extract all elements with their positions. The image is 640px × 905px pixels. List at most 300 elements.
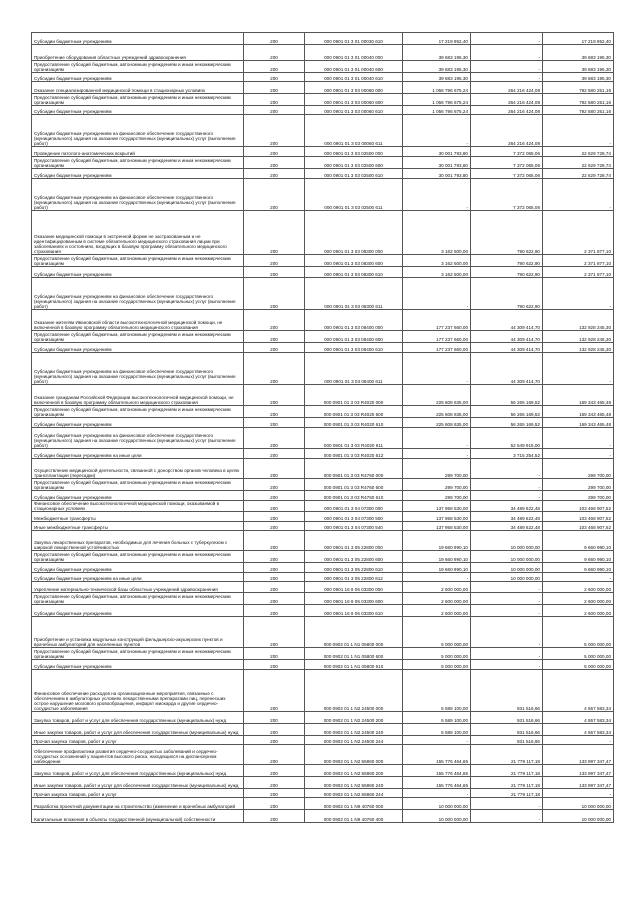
cell-c: 133 997 347,47: [543, 765, 614, 777]
cell-kv: 200: [244, 115, 305, 147]
cell-name: Субсидии бюджетным учреждениям на финансовое обеспечение государственного (муниципального) задания на оказание государственных (муниципальных) услуг (выполнение работ): [32, 428, 244, 449]
cell-code: 000 0902 01 1 N9 40760 000: [305, 798, 403, 810]
cell-code: 000 0901 16 9 06 03300 600: [305, 593, 403, 605]
cell-a: -: [403, 179, 471, 211]
table-row: [32, 255, 614, 267]
cell-b: -: [471, 810, 543, 823]
cell-kv: 200: [244, 211, 305, 255]
cell-b: 264 216 424,08: [471, 94, 543, 106]
cell-c: 792 580 251,16: [543, 106, 614, 115]
cell-kv: 200: [244, 267, 305, 278]
cell-c: 10 000 000,00: [543, 810, 614, 823]
cell-kv: 200: [244, 73, 305, 82]
cell-c: -: [543, 278, 614, 310]
cell-name: Предоставление субсидий бюджетным, автономным учреждениям и иным некоммерческим организациям: [32, 61, 244, 73]
cell-code: 000 0901 01 3 01 00040 610: [305, 73, 403, 82]
cell-b: 44 309 414,70: [471, 331, 543, 343]
table-row: [32, 94, 614, 106]
cell-c: -: [543, 736, 614, 745]
cell-code: 000 0901 01 3 03 R4020 000: [305, 385, 403, 406]
cell-kv: 200: [244, 179, 305, 211]
cell-c: 2 600 000,00: [543, 605, 614, 617]
table-row: [32, 573, 614, 582]
cell-b: 56 265 169,52: [471, 418, 543, 428]
table-row: [32, 491, 614, 501]
cell-name: Предоставление субсидий бюджетным, автономным учреждениям и иным некоммерческим организациям: [32, 255, 244, 267]
cell-name: Субсидии бюджетным учреждениям: [32, 491, 244, 501]
cell-kv: 200: [244, 147, 305, 157]
cell-a: 5 589 100,00: [403, 670, 471, 712]
cell-a: 1 056 796 675,24: [403, 82, 471, 94]
table-row: [32, 353, 614, 385]
cell-b: 264 216 424,08: [471, 106, 543, 115]
cell-code: 000 0901 01 3 01 00040 600: [305, 61, 403, 73]
cell-a: 137 958 530,00: [403, 522, 471, 531]
table-row: [32, 385, 614, 406]
cell-name: Субсидии бюджетным учреждениям: [32, 73, 244, 82]
cell-kv: 200: [244, 551, 305, 563]
cell-a: -: [403, 115, 471, 147]
cell-kv: 200: [244, 343, 305, 353]
cell-a: 39 683 195,30: [403, 45, 471, 61]
cell-name: Субсидии бюджетным учреждениям на финансовое обеспечение государственного (муниципального) задания на оказание государственных (муниципальных) услуг (выполнение работ): [32, 353, 244, 385]
cell-name: Оказание жителям Ивановской области высокотехнологичной медицинской помощи, не включенной в базовую программу обязательного медицинского страхования: [32, 310, 244, 331]
table-row: [32, 418, 614, 428]
table-row: [32, 33, 614, 45]
cell-c: 2 600 000,00: [543, 593, 614, 605]
cell-a: 299 700,00: [403, 459, 471, 479]
cell-name: Субсидии бюджетным учреждениям: [32, 563, 244, 573]
table-row: [32, 551, 614, 563]
table-row: [32, 512, 614, 522]
cell-code: 000 0901 01 3 05 22800 610: [305, 563, 403, 573]
cell-b: 7 372 065,06: [471, 157, 543, 169]
cell-a: 5 589 100,00: [403, 712, 471, 724]
cell-code: 000 0901 01 3 03 R4760 610: [305, 491, 403, 501]
table-body: [32, 33, 614, 823]
table-row: [32, 449, 614, 459]
cell-b: 10 000 000,00: [471, 563, 543, 573]
cell-b: -: [471, 33, 543, 45]
table-row: [32, 712, 614, 724]
budget-execution-table: [31, 32, 614, 823]
cell-code: 000 0902 01 1 N2 24500 240: [305, 724, 403, 736]
cell-c: 169 343 465,48: [543, 418, 614, 428]
cell-c: 9 660 990,10: [543, 563, 614, 573]
cell-b: -: [471, 479, 543, 491]
cell-kv: 200: [244, 61, 305, 73]
table-row: [32, 522, 614, 531]
cell-code: 000 0902 01 1 N2 55860 244: [305, 789, 403, 798]
cell-a: 39 683 195,30: [403, 73, 471, 82]
cell-code: 000 0902 01 1 N2 24500 200: [305, 712, 403, 724]
cell-b: 931 516,66: [471, 712, 543, 724]
cell-c: 4 657 583,34: [543, 670, 614, 712]
cell-c: 5 000 000,00: [543, 617, 614, 648]
cell-name: Разработка проектной документации на строительство (изменение и врачебных амбулаторий: [32, 798, 244, 810]
cell-b: 264 216 424,08: [471, 82, 543, 94]
cell-name: Приобретение и установка модульных конструкций фельдшерско-акушерских пунктов и врачебных амбулаторий для населенных пунктов: [32, 617, 244, 648]
table-row: [32, 582, 614, 593]
cell-code: 000 0901 01 3 05 22800 000: [305, 531, 403, 551]
cell-code: 000 0902 01 1 N2 55860 240: [305, 777, 403, 789]
table-row: [32, 343, 614, 353]
cell-c: 103 468 907,52: [543, 512, 614, 522]
cell-c: 132 928 245,30: [543, 331, 614, 343]
cell-code: 000 0901 01 3 03 08300 610: [305, 267, 403, 278]
cell-name: Межбюджетные трансферты: [32, 512, 244, 522]
cell-kv: 200: [244, 724, 305, 736]
cell-kv: 200: [244, 810, 305, 823]
cell-a: 19 660 990,10: [403, 563, 471, 573]
cell-kv: 200: [244, 712, 305, 724]
cell-name: Оказание медицинской помощи в экстренной форме не застрахованным и не идентифицированным в системе обязательного медицинского страхования лицам при заболеваниях и состояниях, входящих в базовую программу обязательного медицинского страхования: [32, 211, 244, 255]
cell-a: 19 660 990,10: [403, 531, 471, 551]
cell-name: Предоставление субсидий бюджетным, автономным учреждениям и иным некоммерческим организациям: [32, 479, 244, 491]
table-row: [32, 648, 614, 660]
cell-name: Предоставление субсидий бюджетным, автономным учреждениям и иным некоммерческим организациям: [32, 406, 244, 418]
cell-kv: 200: [244, 45, 305, 61]
cell-b: -: [471, 73, 543, 82]
cell-code: 000 0902 01 1 N1 05800 610: [305, 660, 403, 670]
cell-code: 000 0901 01 3 03 R4760 000: [305, 459, 403, 479]
cell-kv: 200: [244, 310, 305, 331]
cell-kv: 200: [244, 255, 305, 267]
cell-c: 2 371 877,10: [543, 267, 614, 278]
cell-c: 22 629 728,74: [543, 147, 614, 157]
cell-name: Закупка товаров, работ и услуг для обеспечения государственных (муниципальных) нужд: [32, 765, 244, 777]
cell-name: Субсидии бюджетным учреждениям на финансовое обеспечение государственного (муниципального) задания на оказание государственных (муниципальных) услуг (выполнение работ): [32, 179, 244, 211]
cell-c: 132 928 245,30: [543, 343, 614, 353]
cell-kv: 200: [244, 94, 305, 106]
cell-c: 10 000 000,00: [543, 798, 614, 810]
cell-b: 790 622,90: [471, 255, 543, 267]
cell-a: 177 237 660,00: [403, 331, 471, 343]
cell-b: 21 779 117,18: [471, 789, 543, 798]
cell-a: 177 237 660,00: [403, 310, 471, 331]
cell-kv: 200: [244, 459, 305, 479]
cell-b: 790 622,90: [471, 211, 543, 255]
cell-kv: 200: [244, 479, 305, 491]
cell-name: Обеспечение профилактики развития сердечно-сосудистых заболеваний и сердечно-сосудистых осложнений у пациентов высокого риска, находящихся на диспансерном наблюдении: [32, 745, 244, 765]
cell-code: 000 0901 01 3 04 07300 540: [305, 522, 403, 531]
cell-b: -: [471, 617, 543, 648]
cell-c: 22 629 728,74: [543, 157, 614, 169]
cell-c: -: [543, 449, 614, 459]
cell-a: 2 600 000,00: [403, 593, 471, 605]
cell-name: Субсидии бюджетным учреждениям: [32, 343, 244, 353]
cell-a: 30 001 793,80: [403, 147, 471, 157]
cell-kv: 200: [244, 582, 305, 593]
cell-code: 000 0902 01 1 N2 24500 244: [305, 736, 403, 745]
cell-kv: 200: [244, 278, 305, 310]
table-row: [32, 777, 614, 789]
cell-c: 5 000 000,00: [543, 660, 614, 670]
cell-code: 000 0901 01 3 04 07300 500: [305, 512, 403, 522]
cell-a: 137 958 530,00: [403, 512, 471, 522]
cell-c: 17 219 952,40: [543, 33, 614, 45]
cell-a: -: [403, 789, 471, 798]
cell-kv: 200: [244, 428, 305, 449]
cell-name: Иные закупки товаров, работ и услуг для обеспечения государственных (муниципальных) нужд: [32, 724, 244, 736]
cell-name: Оказание специализированной медицинской помощи в стационарных условиях: [32, 82, 244, 94]
cell-name: Финансовое обеспечение высокотехнологичной медицинской помощи, оказываемой в стационарных условиях: [32, 501, 244, 512]
cell-a: 155 776 464,65: [403, 777, 471, 789]
cell-kv: 200: [244, 522, 305, 531]
cell-code: 000 0901 01 3 03 R4020 612: [305, 449, 403, 459]
table-row: [32, 593, 614, 605]
cell-kv: 200: [244, 331, 305, 343]
cell-code: 000 0902 01 1 N1 05800 600: [305, 648, 403, 660]
cell-code: 000 0902 01 1 N9 40760 400: [305, 810, 403, 823]
cell-code: 000 0901 16 9 06 03300 610: [305, 605, 403, 617]
cell-a: 3 162 500,00: [403, 211, 471, 255]
cell-b: 931 516,66: [471, 670, 543, 712]
cell-a: 225 608 635,00: [403, 385, 471, 406]
cell-c: -: [543, 573, 614, 582]
cell-c: 22 629 728,74: [543, 169, 614, 179]
cell-b: 21 779 117,18: [471, 745, 543, 765]
cell-name: Предоставление субсидий бюджетным, автономным учреждениям и иным некоммерческим организациям: [32, 157, 244, 169]
table-row: [32, 765, 614, 777]
table-row: [32, 82, 614, 94]
cell-a: 5 000 000,00: [403, 660, 471, 670]
cell-a: 5 000 000,00: [403, 648, 471, 660]
cell-b: 790 622,90: [471, 267, 543, 278]
table-row: [32, 169, 614, 179]
cell-name: Предоставление субсидий бюджетным, автономным учреждениям и иным некоммерческим организациям: [32, 551, 244, 563]
cell-code: 000 0901 01 3 04 07300 000: [305, 501, 403, 512]
cell-c: 169 343 465,48: [543, 406, 614, 418]
cell-kv: 200: [244, 765, 305, 777]
cell-c: 103 468 907,52: [543, 501, 614, 512]
cell-b: 34 489 622,48: [471, 501, 543, 512]
cell-c: 299 700,00: [543, 459, 614, 479]
cell-code: 000 0901 16 9 06 03300 000: [305, 582, 403, 593]
cell-code: 000 0901 01 3 01 00030 610: [305, 33, 403, 45]
cell-name: Приобретение оборудования областных учреждений здравоохранения: [32, 45, 244, 61]
cell-kv: 200: [244, 169, 305, 179]
cell-code: 000 0901 01 3 03 02500 611: [305, 179, 403, 211]
table-row: [32, 605, 614, 617]
table-row: [32, 501, 614, 512]
table-row: [32, 61, 614, 73]
cell-kv: 200: [244, 573, 305, 582]
cell-name: Субсидии бюджетным учреждениям: [32, 106, 244, 115]
cell-c: 39 683 195,30: [543, 73, 614, 82]
cell-name: Предоставление субсидий бюджетным, автономным учреждениям и иным некоммерческим организациям: [32, 593, 244, 605]
cell-code: 000 0901 01 3 03 R4760 600: [305, 479, 403, 491]
cell-a: 17 219 952,40: [403, 33, 471, 45]
cell-a: 5 000 000,00: [403, 617, 471, 648]
cell-a: 299 700,00: [403, 491, 471, 501]
cell-name: Субсидии бюджетным учреждениям: [32, 605, 244, 617]
table-row: [32, 736, 614, 745]
cell-a: 39 683 195,30: [403, 61, 471, 73]
cell-b: 7 372 065,06: [471, 169, 543, 179]
cell-kv: 200: [244, 736, 305, 745]
cell-name: Прочая закупка товаров, работ и услуг: [32, 736, 244, 745]
cell-b: 7 372 065,06: [471, 147, 543, 157]
cell-b: 34 489 622,48: [471, 512, 543, 522]
cell-a: 225 608 635,00: [403, 418, 471, 428]
cell-code: 000 0902 01 1 N2 55860 000: [305, 745, 403, 765]
table-row: [32, 563, 614, 573]
cell-a: 225 608 635,00: [403, 406, 471, 418]
table-row: [32, 428, 614, 449]
cell-kv: 200: [244, 777, 305, 789]
cell-name: Иные межбюджетные трансферты: [32, 522, 244, 531]
cell-b: 56 265 169,52: [471, 406, 543, 418]
cell-kv: 200: [244, 531, 305, 551]
cell-code: 000 0901 01 3 03 02500 000: [305, 147, 403, 157]
cell-kv: 200: [244, 33, 305, 45]
cell-a: -: [403, 353, 471, 385]
cell-kv: 200: [244, 660, 305, 670]
cell-name: Субсидии бюджетным учреждениям: [32, 169, 244, 179]
cell-kv: 200: [244, 157, 305, 169]
cell-kv: 200: [244, 563, 305, 573]
cell-kv: 200: [244, 670, 305, 712]
table-row: [32, 310, 614, 331]
cell-c: -: [543, 789, 614, 798]
cell-kv: 200: [244, 512, 305, 522]
cell-kv: 200: [244, 449, 305, 459]
cell-name: Финансовое обеспечение расходов на организационные мероприятия, связанные с обеспечением в амбулаторных условиях лекарственными препаратами лиц, перенесших острое нарушение мозгового кровообращения, инфаркт миокарда и другие сердечно-сосудистые заболевания: [32, 670, 244, 712]
cell-c: -: [543, 115, 614, 147]
table-row: [32, 670, 614, 712]
cell-c: -: [543, 428, 614, 449]
cell-c: 4 657 583,34: [543, 724, 614, 736]
cell-code: 000 0902 01 1 N2 24500 000: [305, 670, 403, 712]
cell-name: Предоставление субсидий бюджетным, автономным учреждениям и иным некоммерческим организациям: [32, 648, 244, 660]
table-row: [32, 106, 614, 115]
cell-code: 000 0901 01 3 03 R4020 600: [305, 406, 403, 418]
cell-a: 3 162 500,00: [403, 267, 471, 278]
cell-b: -: [471, 660, 543, 670]
table-row: [32, 660, 614, 670]
cell-a: 5 589 100,00: [403, 724, 471, 736]
cell-b: 56 265 169,52: [471, 385, 543, 406]
cell-c: 792 580 251,16: [543, 94, 614, 106]
table-row: [32, 531, 614, 551]
table-row: [32, 406, 614, 418]
cell-b: 44 309 414,70: [471, 353, 543, 385]
cell-b: 10 000 000,00: [471, 531, 543, 551]
table-row: [32, 211, 614, 255]
cell-c: 133 997 347,47: [543, 777, 614, 789]
cell-code: 000 0901 01 3 03 08300 600: [305, 255, 403, 267]
cell-b: 44 309 414,70: [471, 343, 543, 353]
cell-code: 000 0901 01 3 05 22800 612: [305, 573, 403, 582]
table-row: [32, 459, 614, 479]
table-row: [32, 278, 614, 310]
cell-b: 10 000 000,00: [471, 573, 543, 582]
table-row: [32, 147, 614, 157]
table-row: [32, 267, 614, 278]
table-row: [32, 810, 614, 823]
cell-b: -: [471, 61, 543, 73]
cell-name: Прочая закупка товаров, работ и услуг: [32, 789, 244, 798]
cell-code: 000 0901 01 3 03 00060 600: [305, 94, 403, 106]
cell-code: 000 0902 01 1 N1 05800 000: [305, 617, 403, 648]
cell-name: Предоставление субсидий бюджетным, автономным учреждениям и иным некоммерческим организациям: [32, 94, 244, 106]
cell-name: Субсидии бюджетным учреждениям: [32, 267, 244, 278]
cell-a: -: [403, 428, 471, 449]
cell-b: -: [471, 648, 543, 660]
cell-a: 3 162 500,00: [403, 255, 471, 267]
cell-c: -: [543, 353, 614, 385]
cell-code: 000 0901 01 3 03 R4020 610: [305, 418, 403, 428]
cell-code: 000 0901 01 3 03 00060 000: [305, 82, 403, 94]
table-row: [32, 331, 614, 343]
cell-b: -: [471, 45, 543, 61]
table-row: [32, 745, 614, 765]
cell-b: 34 489 622,48: [471, 522, 543, 531]
cell-code: 000 0901 01 3 03 02500 600: [305, 157, 403, 169]
table-row: [32, 789, 614, 798]
cell-kv: 200: [244, 82, 305, 94]
cell-name: Субсидии бюджетным учреждениям на финансовое обеспечение государственного (муниципального) задания на оказание государственных (муниципальных) услуг (выполнение работ): [32, 278, 244, 310]
cell-a: 1 056 796 675,24: [403, 106, 471, 115]
cell-a: 10 000 000,00: [403, 798, 471, 810]
table-row: [32, 798, 614, 810]
cell-name: Субсидии бюджетным учреждениям на финансовое обеспечение государственного (муниципального) задания на оказание государственных (муниципальных) услуг (выполнение работ): [32, 115, 244, 147]
cell-kv: 200: [244, 789, 305, 798]
cell-b: -: [471, 593, 543, 605]
cell-c: 299 700,00: [543, 491, 614, 501]
cell-code: 000 0901 01 3 03 08400 000: [305, 310, 403, 331]
cell-a: -: [403, 278, 471, 310]
table-row: [32, 115, 614, 147]
cell-b: 10 000 000,00: [471, 551, 543, 563]
cell-code: 000 0901 01 3 05 22800 600: [305, 551, 403, 563]
cell-kv: 200: [244, 385, 305, 406]
cell-name: Субсидии бюджетным учреждениям: [32, 660, 244, 670]
cell-code: 000 0901 01 3 01 00040 000: [305, 45, 403, 61]
cell-code: 000 0901 01 3 03 00060 610: [305, 106, 403, 115]
table-row: [32, 479, 614, 491]
table-row: [32, 179, 614, 211]
cell-code: 000 0901 01 3 03 08300 611: [305, 278, 403, 310]
cell-name: Укрепление материально-технической базы областных учреждений здравоохранения: [32, 582, 244, 593]
cell-c: 2 371 877,10: [543, 255, 614, 267]
cell-kv: 200: [244, 418, 305, 428]
cell-b: -: [471, 582, 543, 593]
cell-a: 2 600 000,00: [403, 582, 471, 593]
cell-c: 39 683 195,30: [543, 45, 614, 61]
cell-code: 000 0901 01 3 03 R4020 611: [305, 428, 403, 449]
cell-a: 177 237 660,00: [403, 343, 471, 353]
cell-b: 931 516,66: [471, 736, 543, 745]
cell-kv: 200: [244, 353, 305, 385]
cell-b: 7 372 065,06: [471, 179, 543, 211]
cell-name: Проведение патолого-анатомических вскрытий: [32, 147, 244, 157]
cell-code: 000 0901 01 3 03 02500 610: [305, 169, 403, 179]
cell-name: Иные закупки товаров, работ и услуг для обеспечения государственных (муниципальных) нужд: [32, 777, 244, 789]
cell-code: 000 0901 01 3 03 08400 611: [305, 353, 403, 385]
cell-a: 299 700,00: [403, 479, 471, 491]
cell-kv: 200: [244, 617, 305, 648]
cell-kv: 200: [244, 106, 305, 115]
cell-c: 9 660 990,10: [543, 551, 614, 563]
cell-name: Субсидии бюджетным учреждениям на иные цели: [32, 449, 244, 459]
cell-a: 19 660 990,10: [403, 551, 471, 563]
cell-a: 1 056 796 675,24: [403, 94, 471, 106]
cell-c: 132 928 245,30: [543, 310, 614, 331]
cell-kv: 200: [244, 406, 305, 418]
cell-a: 2 600 000,00: [403, 605, 471, 617]
